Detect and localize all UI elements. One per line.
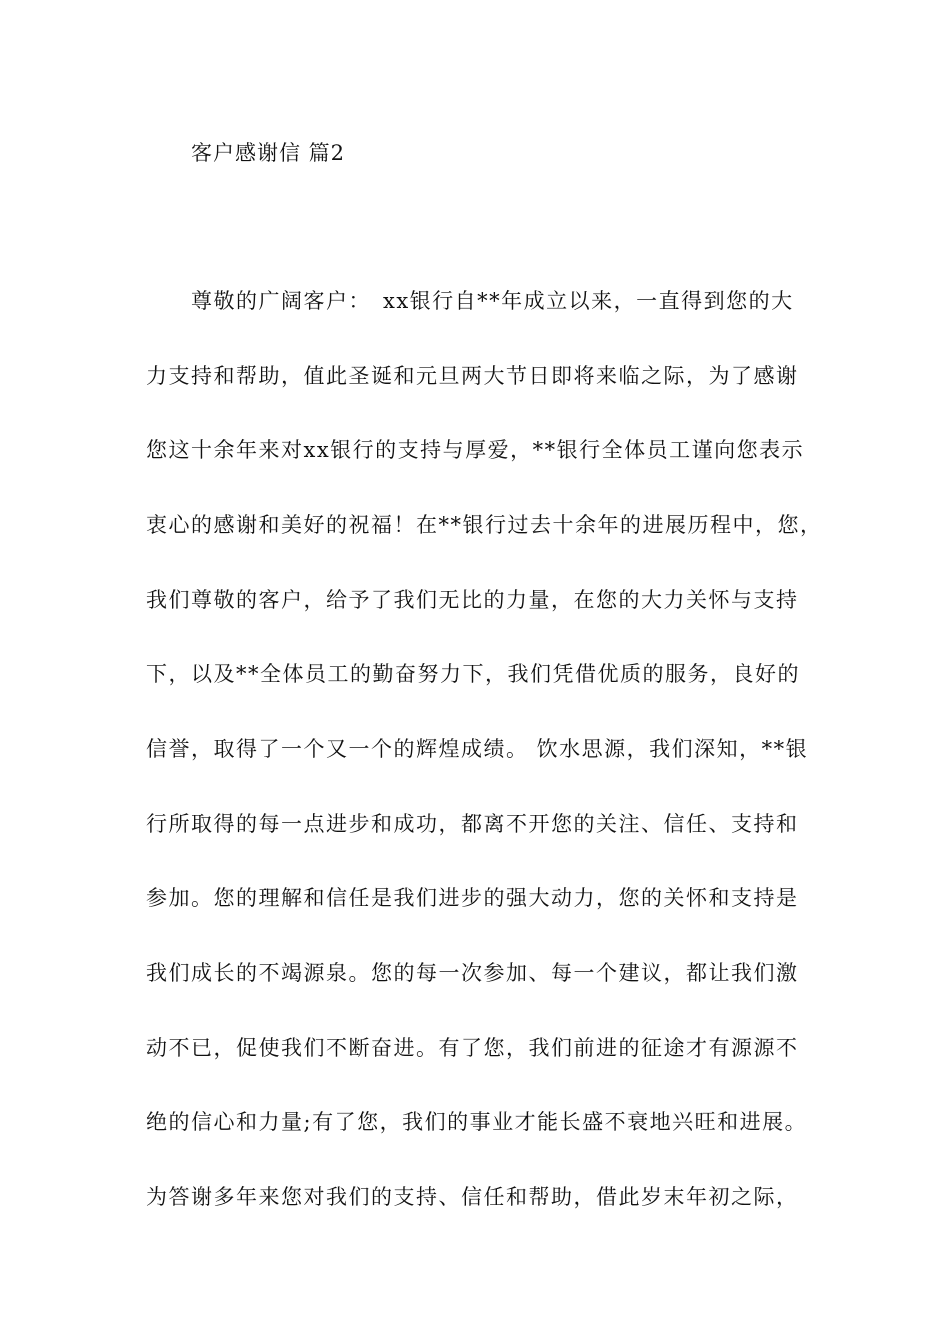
body-line: 衷心的感谢和美好的祝福！在**银行过去十余年的进展历程中，您， bbox=[146, 513, 823, 537]
body-line: 行所取得的每一点进步和成功，都离不开您的关注、信任、支持和 bbox=[146, 812, 799, 836]
body-line: 您这十余年来对xx银行的支持与厚爱，**银行全体员工谨向您表示 bbox=[146, 438, 805, 462]
body-line: 参加。您的理解和信任是我们进步的强大动力，您的关怀和支持是 bbox=[146, 886, 799, 910]
body-line: 力支持和帮助，值此圣诞和元旦两大节日即将来临之际，为了感谢 bbox=[146, 364, 799, 388]
body-line: 信誉，取得了一个又一个的辉煌成绩。 饮水思源，我们深知，**银 bbox=[146, 737, 809, 761]
body-line: 动不已，促使我们不断奋进。有了您，我们前进的征途才有源源不 bbox=[146, 1036, 799, 1060]
body-line: 我们成长的不竭源泉。您的每一次参加、每一个建议，都让我们激 bbox=[146, 961, 799, 985]
body-line: 下，以及**全体员工的勤奋努力下，我们凭借优质的服务，良好的 bbox=[146, 662, 800, 686]
body-line: 绝的信心和力量;有了您，我们的事业才能长盛不衰地兴旺和进展。 bbox=[146, 1110, 808, 1134]
page-title: 客户感谢信 篇2 bbox=[191, 141, 346, 165]
body-line: 为答谢多年来您对我们的支持、信任和帮助，借此岁末年初之际， bbox=[146, 1185, 799, 1209]
body-line: 我们尊敬的客户，给予了我们无比的力量，在您的大力关怀与支持 bbox=[146, 588, 799, 612]
body-line: 尊敬的广阔客户： xx银行自**年成立以来，一直得到您的大 bbox=[146, 289, 794, 313]
